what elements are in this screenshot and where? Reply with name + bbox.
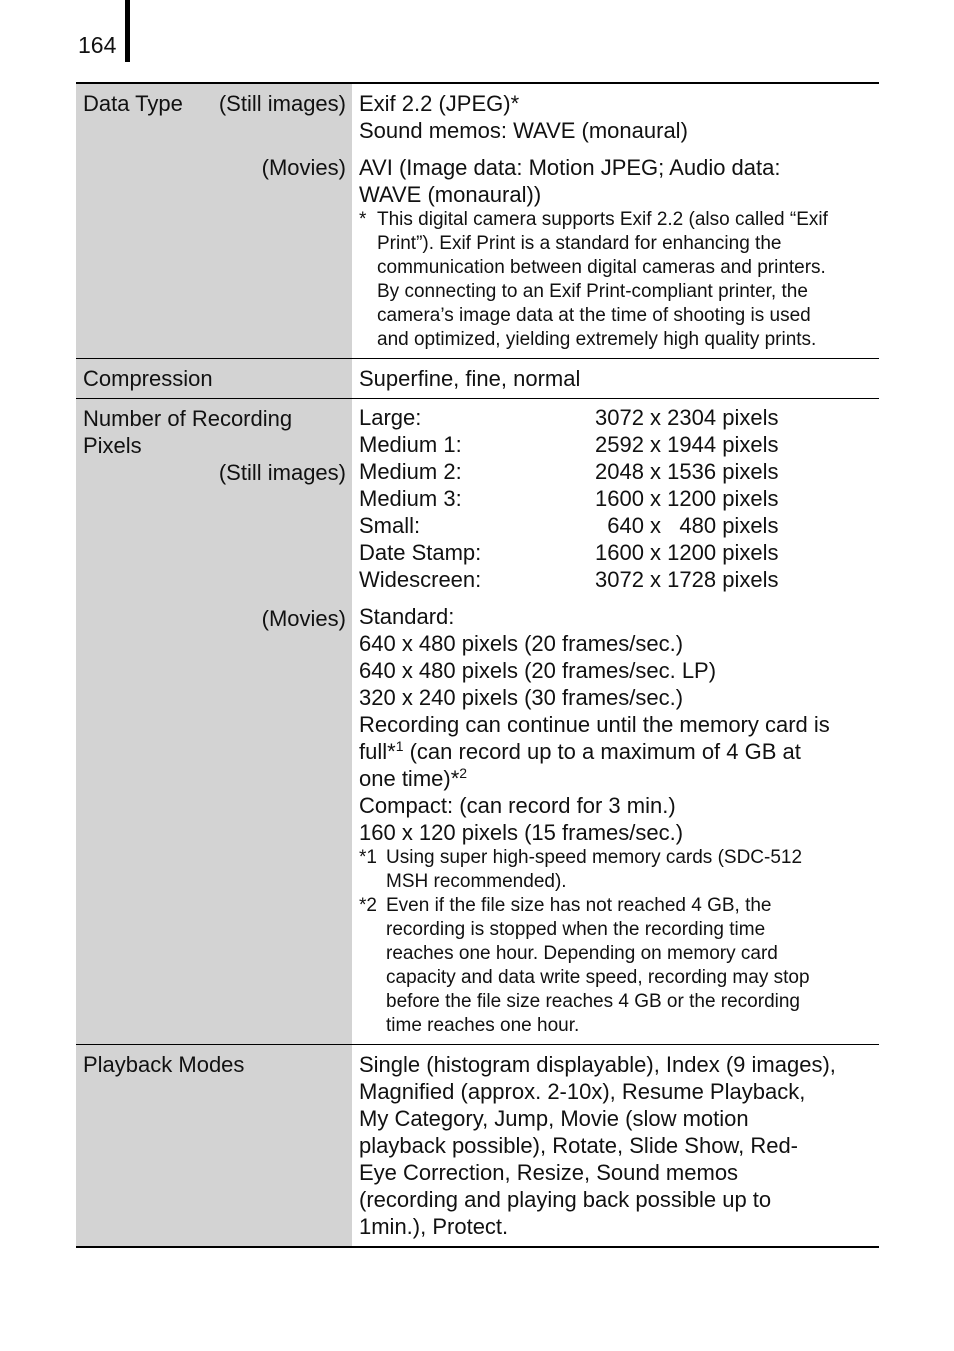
footnote-2	[359, 894, 873, 1038]
footnote-line: camera’s image data at the time of shooting is used	[377, 305, 811, 326]
label-playback-modes: Playback Modes	[83, 1052, 245, 1077]
pixel-size-value: 1600 x 1200 pixels	[595, 540, 779, 565]
footnote-line: reaches one hour. Depending on memory card	[386, 943, 778, 964]
label-cell-compression	[76, 359, 352, 399]
pixel-size-name: Medium 3:	[359, 486, 462, 511]
movie-format-line: WAVE (monaural))	[359, 182, 542, 207]
value-cell-compression	[352, 359, 879, 399]
pixel-size-name: Medium 1:	[359, 432, 462, 457]
label-cell-data-type	[76, 83, 352, 359]
specifications-table	[76, 82, 879, 1248]
label-movies: (Movies)	[261, 155, 346, 180]
movie-size-line: 640 x 480 pixels (20 frames/sec. LP)	[359, 658, 717, 683]
value-cell-data-type	[352, 83, 879, 359]
footnote-line: This digital camera supports Exif 2.2 (also called “Exif	[377, 209, 828, 230]
movie-size-line	[359, 765, 873, 792]
label-still-images: (Still images)	[218, 91, 346, 116]
footnote-line: capacity and data write speed, recording may stop	[386, 967, 810, 988]
footnote-line: communication between digital cameras and printers.	[377, 257, 826, 278]
footnote-line: before the file size reaches 4 GB or the recording	[386, 991, 801, 1012]
footnote-line: recording is stopped when the recording time	[386, 919, 766, 940]
footnote-mark: *1	[359, 847, 377, 868]
pixel-size-value: 2048 x 1536 pixels	[595, 459, 779, 484]
pixel-size-value: 1600 x 1200 pixels	[595, 486, 779, 511]
footnote-line: and optimized, yielding extremely high quality prints.	[377, 329, 817, 350]
row-recording-pixels	[76, 399, 879, 1045]
full-suffix: (can record up to a maximum of 4 GB at	[403, 739, 801, 764]
page-marker-bar	[125, 0, 130, 62]
pixel-size-row	[359, 404, 873, 431]
label-still-images: (Still images)	[218, 460, 346, 485]
movie-size-line: Recording can continue until the memory card is	[359, 712, 830, 737]
pixel-size-row	[359, 539, 873, 566]
playback-line: My Category, Jump, Movie (slow motion	[359, 1106, 749, 1131]
movie-size-line	[359, 738, 873, 765]
row-compression	[76, 359, 879, 399]
footnote-ref: 2	[459, 765, 468, 781]
pixel-size-name: Medium 2:	[359, 459, 462, 484]
pixel-size-name: Small:	[359, 513, 421, 538]
still-format-line: Sound memos: WAVE (monaural)	[359, 118, 688, 143]
playback-line: (recording and playing back possible up to	[359, 1187, 772, 1212]
compression-value: Superfine, fine, normal	[359, 366, 581, 391]
footnote-line: time reaches one hour.	[386, 1015, 580, 1036]
footnote-mark: *	[359, 209, 367, 230]
row-data-type	[76, 83, 879, 359]
label-movies: (Movies)	[261, 606, 346, 631]
pixel-size-name: Date Stamp:	[359, 540, 482, 565]
movie-size-line: 640 x 480 pixels (20 frames/sec.)	[359, 631, 684, 656]
footnote-line: MSH recommended).	[386, 871, 567, 892]
movie-size-line: 160 x 120 pixels (15 frames/sec.)	[359, 820, 684, 845]
still-format-line: Exif 2.2 (JPEG)*	[359, 91, 520, 116]
footnote-line: Even if the file size has not reached 4 GB, the	[386, 895, 772, 916]
footnote-ref: 1	[395, 738, 404, 754]
footnote-line: By connecting to an Exif Print-compliant printer, the	[377, 281, 808, 302]
pixel-size-row	[359, 458, 873, 485]
movie-size-line: Standard:	[359, 604, 455, 629]
pixel-size-value: 3072 x 1728 pixels	[595, 567, 779, 592]
pixel-size-name: Widescreen:	[359, 567, 482, 592]
footnote-line: Using super high-speed memory cards (SDC-512	[386, 847, 803, 868]
movie-size-line: 320 x 240 pixels (30 frames/sec.)	[359, 685, 684, 710]
pixel-size-row	[359, 485, 873, 512]
movie-size-line: Compact: (can record for 3 min.)	[359, 793, 676, 818]
footnote-mark: *2	[359, 895, 377, 916]
pixel-size-value: 640 x 480 pixels	[595, 513, 779, 538]
value-cell-recording-pixels	[352, 399, 879, 1045]
pixel-size-value: 3072 x 2304 pixels	[595, 405, 779, 430]
row-playback-modes	[76, 1045, 879, 1248]
playback-line: playback possible), Rotate, Slide Show, Red-	[359, 1133, 799, 1158]
pixel-size-value: 2592 x 1944 pixels	[595, 432, 779, 457]
label-compression: Compression	[83, 366, 213, 391]
playback-line: Magnified (approx. 2-10x), Resume Playback,	[359, 1079, 806, 1104]
pixel-size-row	[359, 566, 873, 593]
playback-line: Eye Correction, Resize, Sound memos	[359, 1160, 739, 1185]
label-cell-playback-modes	[76, 1045, 352, 1248]
pixel-size-row	[359, 431, 873, 458]
onetime-prefix: one time)*	[359, 766, 460, 791]
label-data-type: Data Type	[83, 91, 183, 116]
page-number: 164	[78, 32, 117, 58]
label-cell-recording-pixels	[76, 399, 352, 1045]
exif-footnote	[359, 208, 873, 352]
pixel-size-row	[359, 512, 873, 539]
footnote-line: Print”). Exif Print is a standard for enhancing the	[377, 233, 782, 254]
label-recording-pixels: Number of Recording	[83, 406, 293, 431]
movie-format-line: AVI (Image data: Motion JPEG; Audio data:	[359, 155, 781, 180]
label-recording-pixels: Pixels	[83, 433, 142, 458]
value-cell-playback-modes	[352, 1045, 879, 1248]
full-prefix: full*	[359, 739, 396, 764]
footnote-1	[359, 846, 873, 894]
pixel-size-name: Large:	[359, 405, 422, 430]
playback-line: 1min.), Protect.	[359, 1214, 509, 1239]
playback-line: Single (histogram displayable), Index (9 images),	[359, 1052, 836, 1077]
